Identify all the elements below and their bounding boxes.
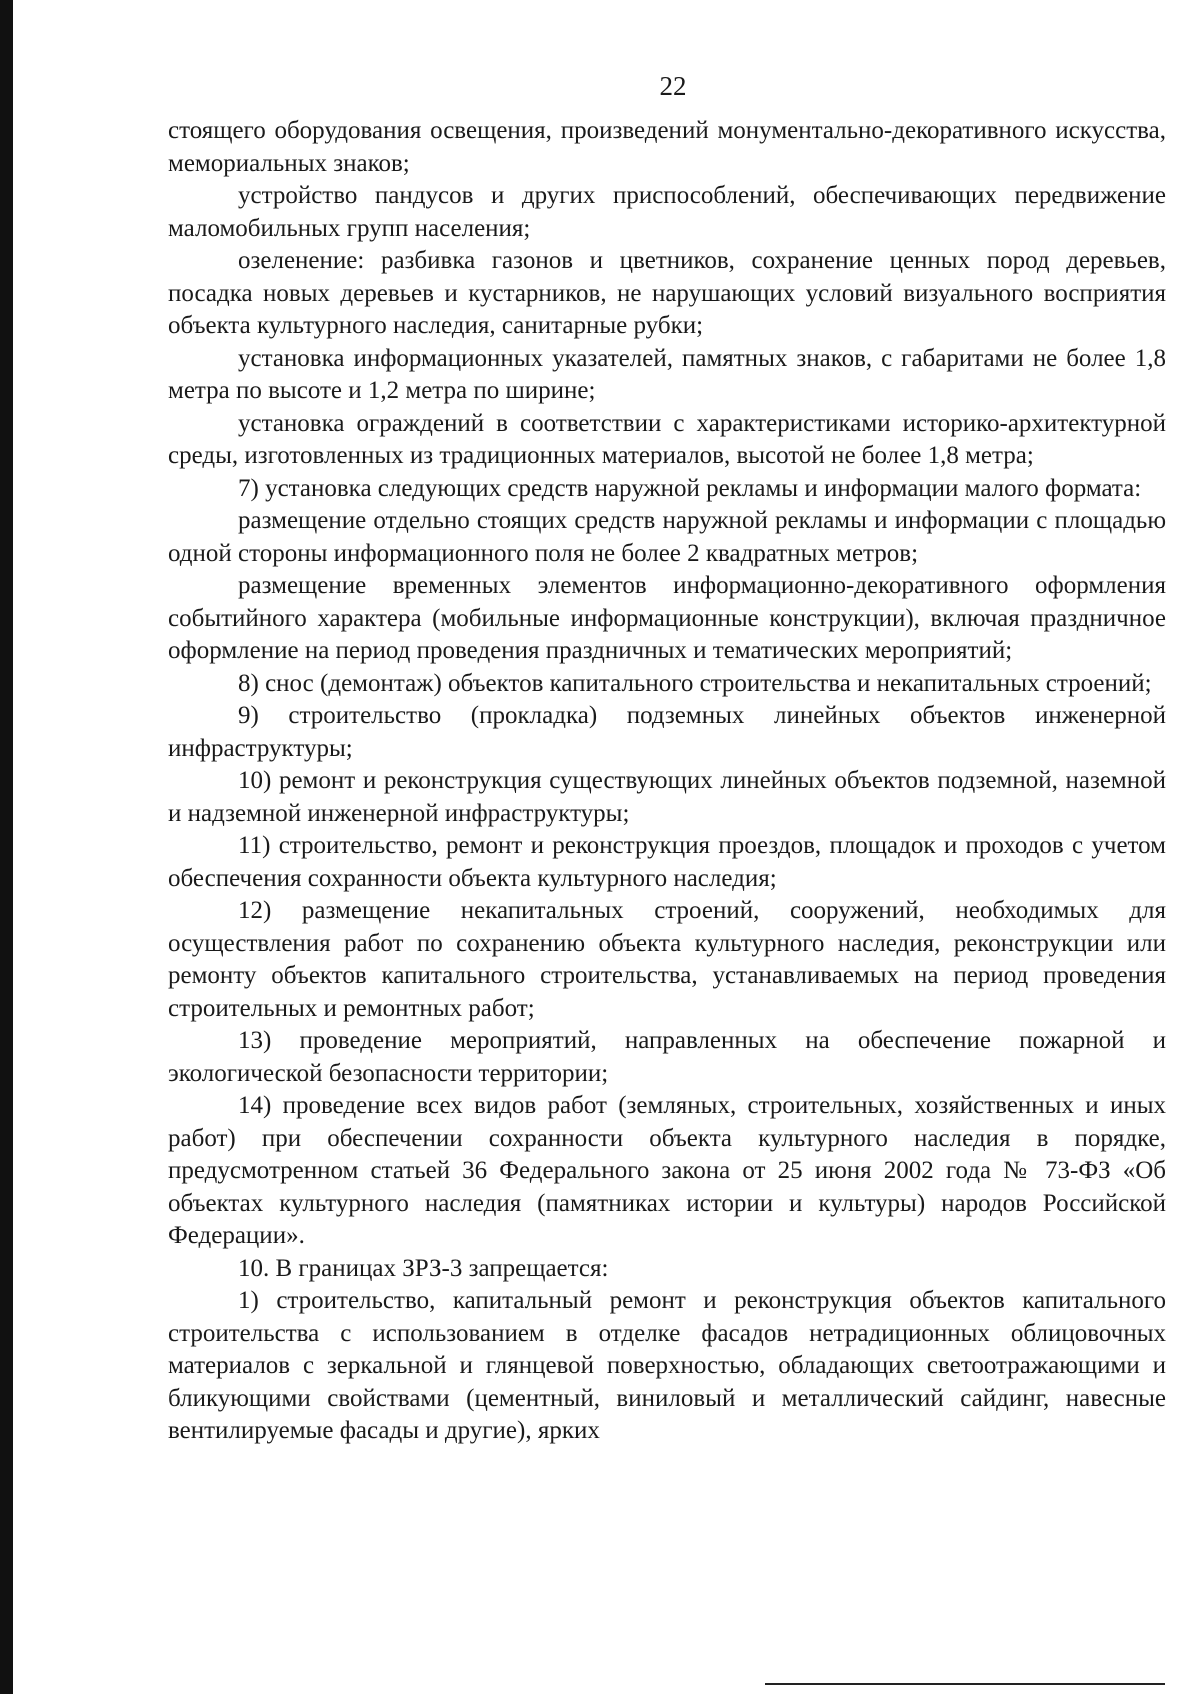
paragraph: 12) размещение некапитальных строений, сооружений, необходимых для осуществления работ по сохранению объекта культурного наследия, реконструкции или ремонту объектов капитального строительства, устанавливаемых на период проведения строительных и ремонтных работ; — [168, 897, 1166, 1022]
scan-edge-bar — [0, 0, 13, 1694]
footer-rule — [765, 1683, 1165, 1685]
paragraph: 13) проведение мероприятий, направленных на обеспечение пожарной и экологической безопасности территории; — [168, 1027, 1166, 1087]
paragraph: установка ограждений в соответствии с характеристиками историко-архитектурной среды, изготовленных из традиционных материалов, высотой не более 1,8 метра; — [168, 409, 1166, 469]
paragraph: устройство пандусов и других приспособлений, обеспечивающих передвижение маломобильных групп населения; — [168, 182, 1166, 242]
paragraph: стоящего оборудования освещения, произведений монументально-декоративного искусства, мемориальных знаков; — [168, 117, 1166, 177]
paragraph: размещение временных элементов информационно-декоративного оформления событийного характера (мобильные информационные конструкции), включая праздничное оформление на период проведения праздничных и тематических мероприятий; — [168, 572, 1166, 664]
paragraph: 14) проведение всех видов работ (земляных, строительных, хозяйственных и иных работ) при обеспечении сохранности объекта культурного наследия в порядке, предусмотренном статьей 36 Федерального закона от 25 июня 2002 года № 73-ФЗ «Об объектах культурного наследия (памятниках истории и культуры) народов Российской Федерации». — [168, 1092, 1166, 1249]
document-body — [168, 115, 1166, 1448]
paragraph: 8) снос (демонтаж) объектов капитального строительства и некапитальных строений; — [238, 669, 1152, 697]
paragraph: 10) ремонт и реконструкция существующих линейных объектов подземной, наземной и надземной инженерной инфраструктуры; — [168, 767, 1166, 827]
paragraph: 7) установка следующих средств наружной рекламы и информации малого формата: — [238, 474, 1142, 502]
paragraph: озеленение: разбивка газонов и цветников, сохранение ценных пород деревьев, посадка новых деревьев и кустарников, не нарушающих условий визуального восприятия объекта культурного наследия, санитарные рубки; — [168, 247, 1166, 339]
paragraph: 11) строительство, ремонт и реконструкция проездов, площадок и проходов с учетом обеспечения сохранности объекта культурного наследия; — [168, 832, 1166, 892]
paragraph: размещение отдельно стоящих средств наружной рекламы и информации с площадью одной стороны информационного поля не более 2 квадратных метров; — [168, 507, 1166, 567]
paragraph: 1) строительство, капитальный ремонт и реконструкция объектов капитального строительства с использованием в отделке фасадов нетрадиционных облицовочных материалов с зеркальной и глянцевой поверхностью, обладающих светоотражающими и бликующими свойствами (цементный, виниловый и металлический сайдинг, навесные вентилируемые фасады и другие), ярких — [168, 1287, 1166, 1444]
paragraph: 10. В границах ЗРЗ-3 запрещается: — [238, 1254, 609, 1282]
paragraph: 9) строительство (прокладка) подземных линейных объектов инженерной инфраструктуры; — [168, 702, 1166, 762]
paragraph: установка информационных указателей, памятных знаков, с габаритами не более 1,8 метра по высоте и 1,2 метра по ширине; — [168, 344, 1166, 404]
page-number: 22 — [659, 71, 687, 101]
